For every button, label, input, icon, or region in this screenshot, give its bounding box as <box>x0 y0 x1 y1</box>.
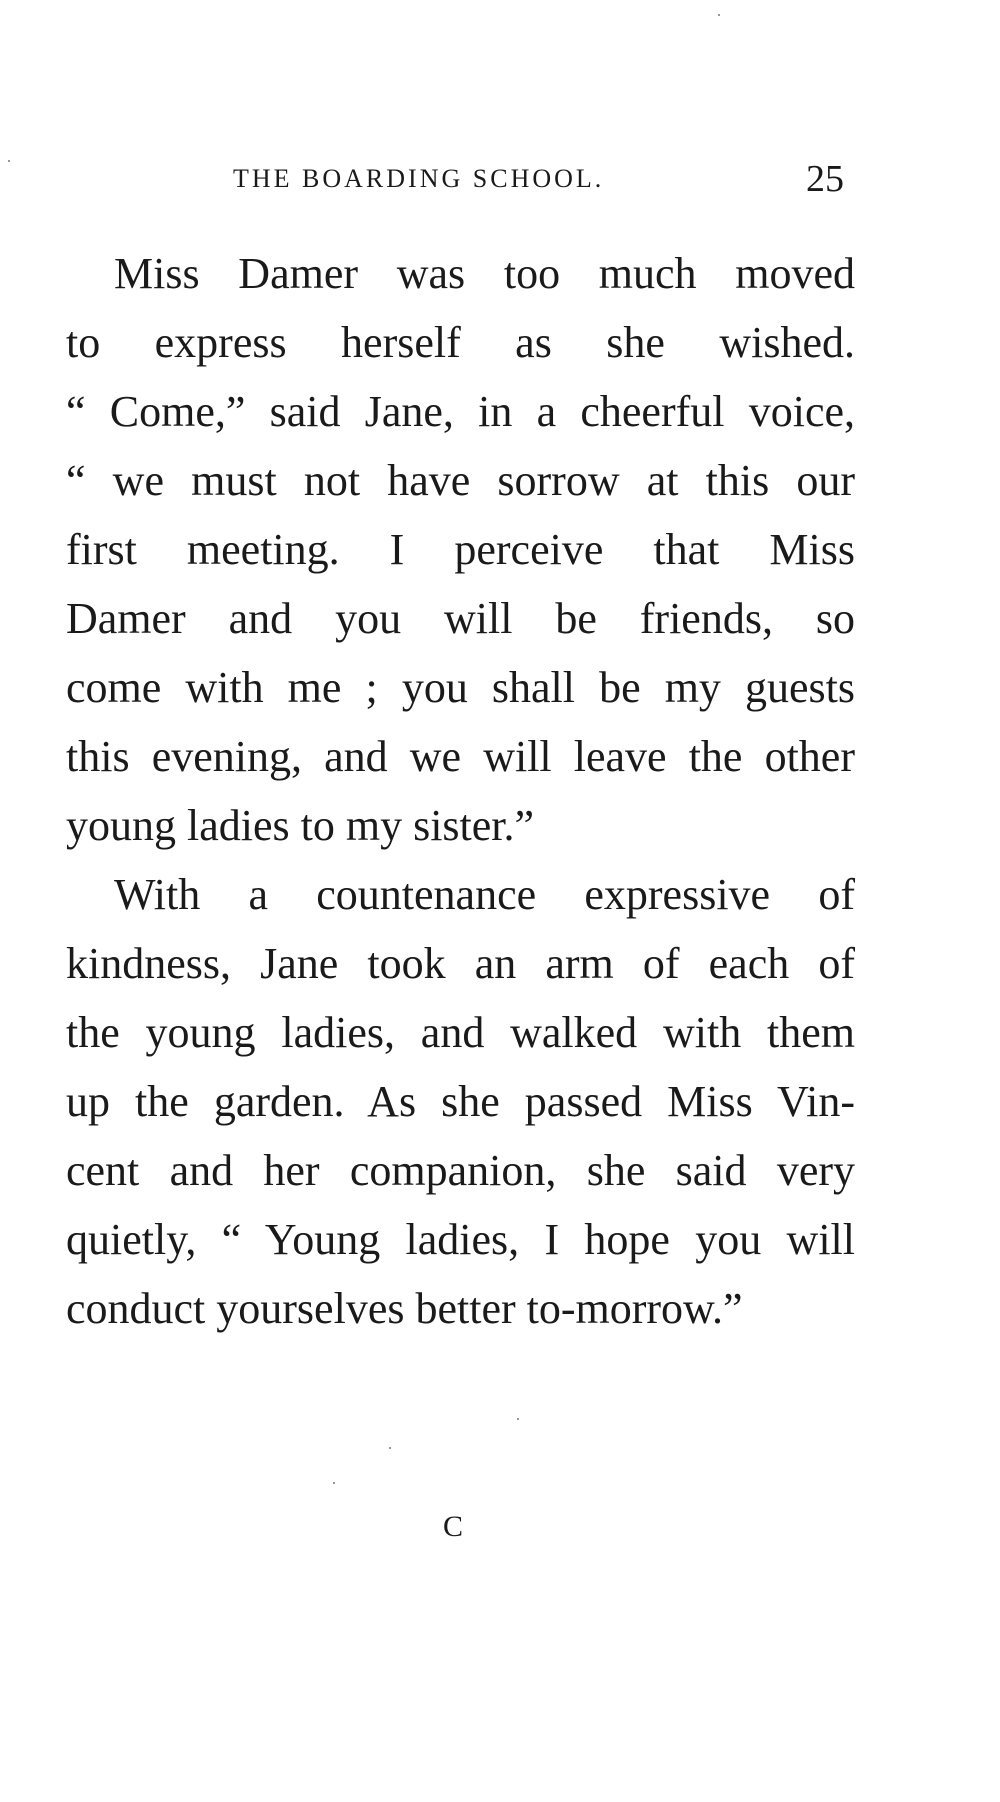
text-line-7: come with me ; you shall be my guests <box>66 663 855 712</box>
text-line-15: quietly, “ Young ladies, I hope you will <box>66 1215 855 1264</box>
page-number: 25 <box>806 158 844 200</box>
text-line-3: “ Come,” said Jane, in a cheerful voice, <box>66 387 855 436</box>
text-line-5: first meeting. I perceive that Miss <box>66 525 855 574</box>
text-line-13: up the garden. As she passed Miss Vin- <box>66 1077 855 1126</box>
text-line-10: With a countenance expressive of <box>114 870 855 919</box>
text-line-6: Damer and you will be friends, so <box>66 594 855 643</box>
paper-speck <box>389 1447 391 1449</box>
running-title: THE BOARDING SCHOOL. <box>233 164 605 193</box>
text-line-11: kindness, Jane took an arm of each of <box>66 939 855 988</box>
text-line-2: to express herself as she wished. <box>66 318 855 367</box>
text-line-9: young ladies to my sister.” <box>66 801 535 850</box>
text-line-4: “ we must not have sorrow at this our <box>66 456 855 505</box>
paper-speck <box>718 14 720 16</box>
text-line-12: the young ladies, and walked with them <box>66 1008 855 1057</box>
text-line-8: this evening, and we will leave the other <box>66 732 855 781</box>
text-line-16: conduct yourselves better to-morrow.” <box>66 1284 743 1333</box>
paper-speck <box>333 1482 335 1484</box>
paper-speck <box>517 1418 519 1420</box>
text-line-1: Miss Damer was too much moved <box>114 249 855 298</box>
signature-mark: C <box>443 1510 464 1543</box>
paper-speck <box>8 160 10 162</box>
text-line-14: cent and her companion, she said very <box>66 1146 855 1195</box>
